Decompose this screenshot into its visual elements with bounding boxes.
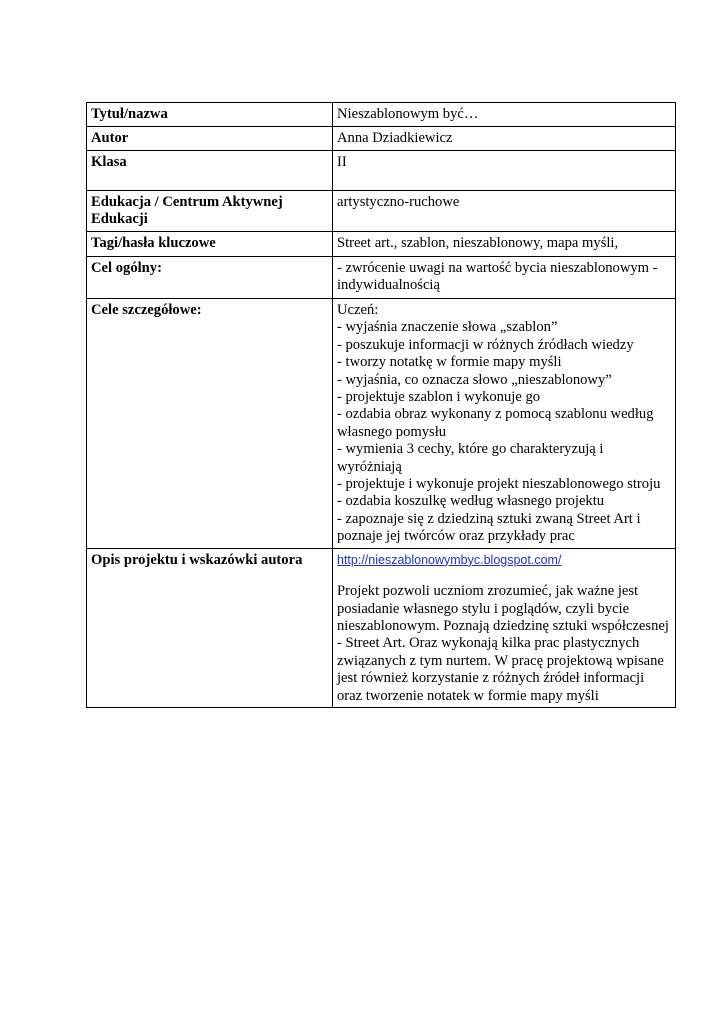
detailed-goal-line: - projektuje szablon i wykonuje go xyxy=(337,389,541,406)
tags-label: Tagi/hasła kluczowe xyxy=(87,232,333,257)
author-value: Anna Dziadkiewicz xyxy=(333,127,676,151)
detailed-goal-line: - projektuje i wykonuje projekt nieszablonowego stroju xyxy=(337,476,661,493)
general-goal-line: indywidualnością xyxy=(337,277,440,294)
detailed-goal-line: Uczeń: xyxy=(337,302,379,318)
table-row xyxy=(87,299,676,549)
detailed-goal-line: - zapoznaje się z dziedziną sztuki zwaną Street Art i xyxy=(337,510,641,527)
detailed-goal-line: poznaje jej twórców oraz przykłady prac xyxy=(337,528,575,545)
detailed-goals-label: Cele szczegółowe: xyxy=(87,299,333,549)
table-row xyxy=(87,548,676,707)
description-label: Opis projektu i wskazówki autora xyxy=(87,548,333,707)
table-row xyxy=(87,151,676,191)
detailed-goal-line: - wymienia 3 cechy, które go charakteryzują i xyxy=(337,441,604,458)
education-label: Edukacja / Centrum Aktywnej Edukacji xyxy=(87,191,333,232)
project-info-table xyxy=(86,102,676,708)
author-label: Autor xyxy=(87,127,333,151)
table-row xyxy=(87,127,676,151)
project-blog-link[interactable]: http://nieszablonowymbyc.blogspot.com/ xyxy=(337,552,562,567)
description-line: posiadanie własnego stylu i poglądów, czyli bycie xyxy=(337,600,630,617)
general-goal-value xyxy=(333,257,676,299)
description-line: jest również korzystanie z różnych źródeł informacji xyxy=(337,670,645,687)
detailed-goal-line: - wyjaśnia znaczenie słowa „szablon” xyxy=(337,319,558,336)
detailed-goal-line: - tworzy notatkę w formie mapy myśli xyxy=(337,354,562,371)
tags-value: Street art., szablon, nieszablonowy, mapa myśli, xyxy=(333,232,676,257)
detailed-goal-line: - ozdabia koszulkę według własnego projektu xyxy=(337,493,605,510)
title-label: Tytuł/nazwa xyxy=(87,103,333,127)
table-row xyxy=(87,191,676,232)
description-value xyxy=(333,548,676,707)
detailed-goal-line: wyróżniają xyxy=(337,458,402,475)
general-goal-line: - zwrócenie uwagi na wartość bycia nieszablonowym - xyxy=(337,260,658,276)
detailed-goals-value xyxy=(333,299,676,549)
description-line: związanych z tym nurtem. W pracę projektową wpisane xyxy=(337,652,664,669)
description-line: Projekt pozwoli uczniom zrozumieć, jak ważne jest xyxy=(337,583,639,600)
detailed-goal-line: własnego pomysłu xyxy=(337,423,447,440)
table-row xyxy=(87,232,676,257)
general-goal-label: Cel ogólny: xyxy=(87,257,333,299)
description-line: oraz tworzenie notatek w formie mapy myśli xyxy=(337,687,599,704)
table-row xyxy=(87,103,676,127)
description-line: nieszablonowym. Poznają dziedzinę sztuki współczesnej xyxy=(337,617,669,634)
class-label: Klasa xyxy=(87,151,333,191)
detailed-goal-line: - wyjaśnia, co oznacza słowo „nieszablonowy” xyxy=(337,371,612,388)
detailed-goal-line: - poszukuje informacji w różnych źródłach wiedzy xyxy=(337,336,634,353)
education-value: artystyczno-ruchowe xyxy=(333,191,676,232)
title-value: Nieszablonowym być… xyxy=(333,103,676,127)
class-value: II xyxy=(333,151,676,191)
table-row xyxy=(87,257,676,299)
description-line: - Street Art. Oraz wykonają kilka prac plastycznych xyxy=(337,635,640,652)
detailed-goal-line: - ozdabia obraz wykonany z pomocą szablonu według xyxy=(337,406,654,423)
